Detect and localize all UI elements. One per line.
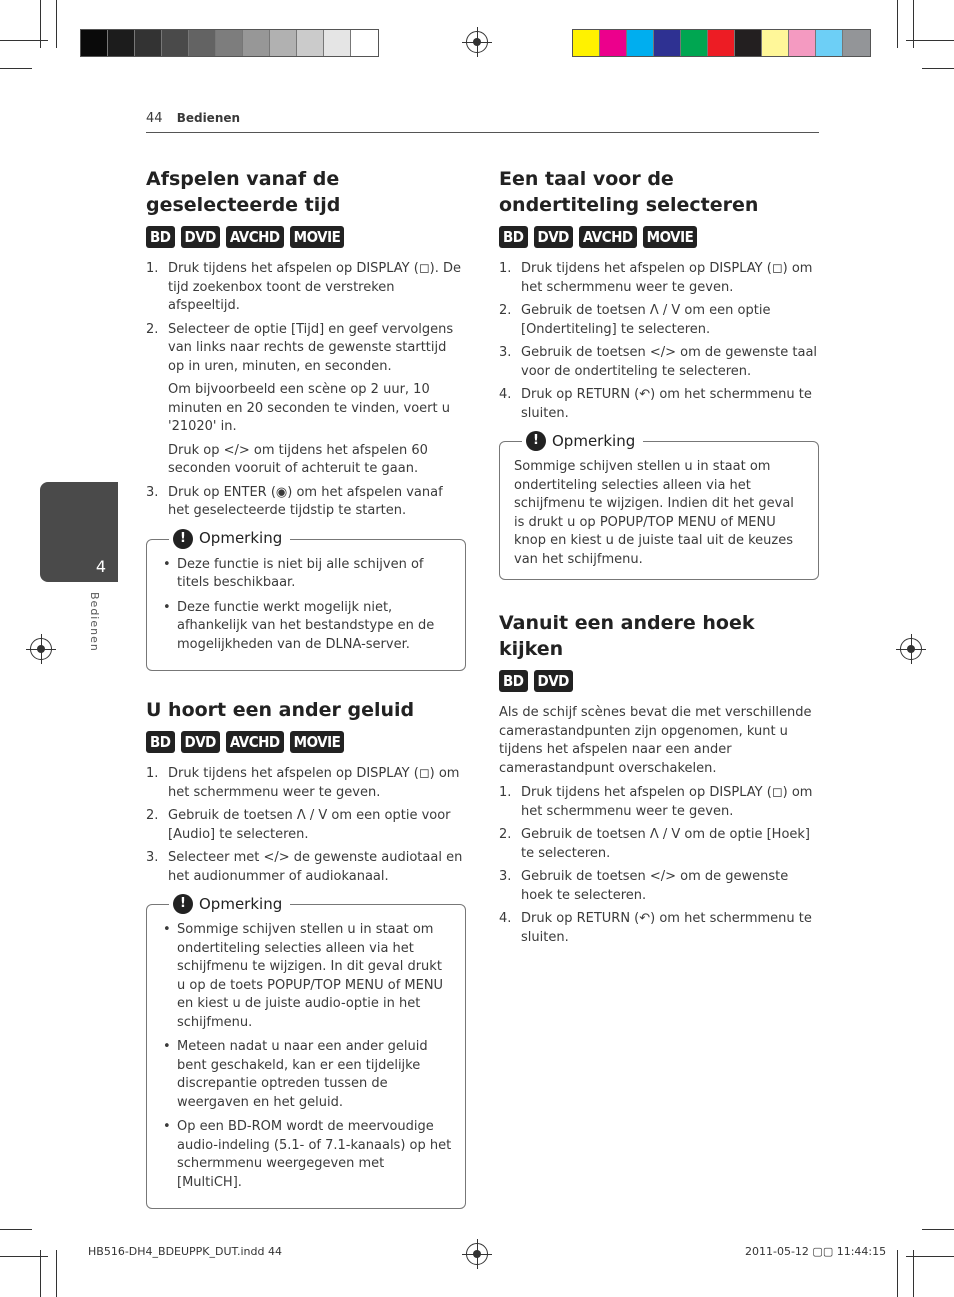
step-number: 3. (146, 850, 159, 865)
list-item (499, 784, 819, 821)
disc-badge-bd: BD (499, 226, 528, 248)
list-item: • Op een BD-ROM wordt de meervoudige audio-indeling (5.1- of 7.1-kanaals) op het schermmenu weergegeven met [MultiCH]. (161, 1118, 453, 1192)
step-text: Selecteer met </> de gewenste audiotaal en het audionummer of audiokanaal. (168, 850, 463, 884)
disc-badge-bd: BD (146, 731, 175, 753)
disc-badge-avchd: AVCHD (226, 226, 284, 248)
disc-badges (146, 731, 466, 753)
crop-mark (906, 1256, 954, 1257)
step-text: Druk tijdens het afspelen op DISPLAY (◻) om het schermmenu weer te geven. (521, 261, 813, 295)
step-list (146, 260, 466, 521)
step-number: 1. (499, 785, 512, 800)
color-swatch (216, 30, 243, 56)
color-swatch (324, 30, 351, 56)
color-swatch (108, 30, 135, 56)
color-swatch (270, 30, 297, 56)
crop-mark (922, 1229, 954, 1230)
color-swatch (81, 30, 108, 56)
note-title-text: Opmerking (199, 529, 283, 548)
step-number: 2. (146, 808, 159, 823)
section-name: Bedienen (176, 111, 241, 125)
color-swatch (762, 30, 789, 56)
list-item (499, 910, 819, 947)
step-text: Gebruik de toetsen Λ / V om een optie [Ondertiteling] te selecteren. (521, 303, 771, 337)
list-item: • Sommige schijven stellen u in staat om ondertiteling selecties alleen via het schijfmenu te wijzigen. In dit geval drukt u op de toets POPUP/TOP MENU of MENU en kiest u de juiste audio-optie in het schijfmenu. (161, 921, 453, 1032)
color-swatch (735, 30, 762, 56)
color-swatch (708, 30, 735, 56)
note-title-text: Opmerking (552, 431, 636, 450)
chapter-tab (40, 482, 118, 582)
step-text: Druk op RETURN (↶) om het schermmenu te sluiten. (521, 911, 812, 945)
list-item: • Meteen nadat u naar een ander geluid bent geschakeld, kan er een tijdelijke discrepantie optreden tussen de weergaven en het geluid. (161, 1038, 453, 1112)
disc-badge-dvd: DVD (181, 731, 220, 753)
crop-mark (906, 40, 954, 41)
color-swatch-bar (572, 29, 871, 57)
color-swatch (162, 30, 189, 56)
disc-badges (499, 670, 819, 692)
note-title (169, 894, 290, 914)
color-swatch (843, 30, 870, 56)
crop-mark (897, 1250, 898, 1297)
note-box (499, 431, 819, 580)
section-title: Een taal voor de ondertiteling selecteren (499, 168, 759, 216)
step-list (146, 765, 466, 886)
color-swatch (816, 30, 843, 56)
crop-mark (56, 1250, 57, 1297)
step-text: Gebruik de toetsen </> om de gewenste hoek te selecteren. (521, 869, 789, 903)
crop-mark (913, 1250, 914, 1297)
left-column (146, 166, 466, 1209)
footer-date: 2011-05-12 ▢▢ 11:44:15 (745, 1245, 887, 1258)
step-number: 3. (499, 345, 512, 360)
section-title: U hoort een ander geluid (146, 699, 415, 721)
list-item: • Deze functie werkt mogelijk niet, afhankelijk van het bestandstype en de mogelijkheden van de DLNA-server. (161, 599, 453, 655)
crop-mark (897, 0, 898, 48)
list-item: • Deze functie is niet bij alle schijven of titels beschikbaar. (161, 556, 453, 593)
step-number: 2. (499, 303, 512, 318)
step-text: Druk tijdens het afspelen op DISPLAY (◻). De tijd zoekenbox toont de verstreken afspeeltijd. (168, 261, 461, 313)
step-number: 1. (499, 261, 512, 276)
color-swatch (654, 30, 681, 56)
note-text: Sommige schijven stellen u in staat om ondertiteling selecties alleen via het schijfmenu te wijzigen. Indien dit het geval is drukt u op POPUP/TOP MENU of MENU knop en kiest u de juiste taal uit de keuzes van het schijfmenu. (514, 459, 794, 567)
warning-icon: ! (173, 894, 193, 914)
color-swatch (627, 30, 654, 56)
step-number: 1. (146, 766, 159, 781)
color-swatch (135, 30, 162, 56)
disc-badge-avchd: AVCHD (226, 731, 284, 753)
step-number: 4. (499, 911, 512, 926)
section-intro: Als de schijf scènes bevat die met verschillende camerastandpunten zijn opgenomen, kunt u tijdens het afspelen naar een ander camerastandpunt overschakelen. (499, 705, 812, 776)
warning-icon: ! (173, 529, 193, 549)
step-text: Selecteer de optie [Tijd] en geef vervolgens van links naar rechts de gewenste starttijd op in uren, minuten, en seconden. (168, 321, 454, 374)
disc-badge-movie: MOVIE (643, 226, 698, 248)
note-title-text: Opmerking (199, 894, 283, 913)
color-swatch (297, 30, 324, 56)
step-number: 2. (499, 827, 512, 842)
disc-badge-dvd: DVD (181, 226, 220, 248)
step-text: Druk tijdens het afspelen op DISPLAY (◻) om het schermmenu weer te geven. (168, 766, 460, 800)
list-item (499, 260, 819, 297)
step-number: 4. (499, 387, 512, 402)
gray-swatch-bar (80, 29, 379, 57)
step-subtext: Druk op </> om tijdens het afspelen 60 seconden vooruit of achteruit te gaan. (168, 442, 428, 476)
list-item (499, 386, 819, 423)
disc-badge-avchd: AVCHD (579, 226, 637, 248)
list-item (499, 344, 819, 381)
page-header (146, 111, 819, 133)
step-number: 3. (499, 869, 512, 884)
color-swatch (600, 30, 627, 56)
color-swatch (189, 30, 216, 56)
step-text: Druk op ENTER (◉) om het afspelen vanaf het geselecteerde tijdstip te starten. (168, 484, 443, 518)
step-text: Gebruik de toetsen Λ / V om de optie [Hoek] te selecteren. (521, 827, 810, 861)
list-item (146, 484, 466, 521)
registration-mark-top (466, 31, 488, 53)
step-number: 2. (146, 321, 159, 337)
list-item (146, 849, 466, 886)
disc-badge-dvd: DVD (534, 670, 573, 692)
list-item (146, 260, 466, 316)
crop-mark (0, 1256, 48, 1257)
step-subtext: Om bijvoorbeeld een scène op 2 uur, 10 minuten en 20 seconden te vinden, voert u '21020' in. (168, 382, 450, 434)
disc-badge-bd: BD (146, 226, 175, 248)
page-number: 44 (146, 111, 163, 126)
right-column (499, 166, 819, 952)
step-text: Druk op RETURN (↶) om het schermmenu te sluiten. (521, 387, 812, 421)
disc-badges (146, 226, 466, 248)
color-swatch (573, 30, 600, 56)
list-item (499, 826, 819, 863)
disc-badge-movie: MOVIE (290, 731, 345, 753)
crop-mark (0, 1229, 32, 1230)
disc-badge-bd: BD (499, 670, 528, 692)
registration-mark-right (900, 638, 922, 660)
step-text: Druk tijdens het afspelen op DISPLAY (◻) om het schermmenu weer te geven. (521, 785, 813, 819)
registration-mark-left (30, 638, 52, 660)
section-title: Afspelen vanaf de geselecteerde tijd (146, 168, 341, 216)
crop-mark (40, 1250, 41, 1297)
note-list (161, 921, 453, 1192)
step-text: Gebruik de toetsen Λ / V om een optie voor [Audio] te selecteren. (168, 808, 451, 842)
note-box (146, 894, 466, 1209)
crop-mark (56, 0, 57, 48)
disc-badge-dvd: DVD (534, 226, 573, 248)
list-item (146, 321, 466, 479)
warning-icon: ! (526, 431, 546, 451)
list-item (146, 765, 466, 802)
footer-file: HB516-DH4_BDEUPPK_DUT.indd 44 (88, 1245, 282, 1258)
note-title (522, 431, 643, 451)
step-list (499, 784, 819, 947)
disc-badge-movie: MOVIE (290, 226, 345, 248)
disc-badges (499, 226, 819, 248)
step-list (499, 260, 819, 423)
list-item (499, 868, 819, 905)
step-number: 1. (146, 261, 159, 276)
chapter-label: Bedienen (88, 592, 101, 652)
list-item (499, 302, 819, 339)
color-swatch (351, 30, 378, 56)
note-box (146, 529, 466, 672)
chapter-number: 4 (95, 557, 106, 576)
crop-mark (0, 68, 32, 69)
color-swatch (789, 30, 816, 56)
section-title: Vanuit een andere hoek kijken (499, 612, 755, 660)
step-number: 3. (146, 484, 159, 500)
step-text: Gebruik de toetsen </> om de gewenste taal voor de ondertiteling te selecteren. (521, 345, 818, 379)
registration-mark-bottom (466, 1243, 488, 1265)
list-item (146, 807, 466, 844)
crop-mark (0, 40, 48, 41)
crop-mark (922, 68, 954, 69)
note-title (169, 529, 290, 549)
color-swatch (681, 30, 708, 56)
note-list (161, 556, 453, 655)
color-swatch (243, 30, 270, 56)
